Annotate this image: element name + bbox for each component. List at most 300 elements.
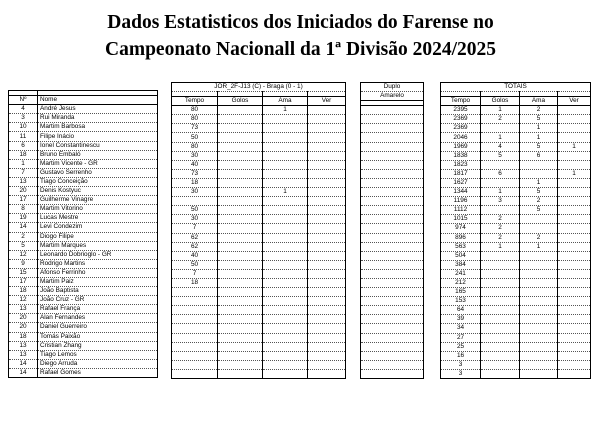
game-cell xyxy=(308,215,346,224)
game-cell xyxy=(308,315,346,324)
player-number: 13 xyxy=(9,305,38,314)
totals-cell xyxy=(520,351,558,360)
players-table xyxy=(8,82,158,378)
table-row xyxy=(172,342,346,351)
game-cell: 7 xyxy=(172,224,218,233)
game-cell xyxy=(263,306,308,315)
totals-cell xyxy=(481,324,520,333)
game-cell xyxy=(308,224,346,233)
table-row xyxy=(441,342,591,351)
table-row xyxy=(441,333,591,342)
player-number: 4 xyxy=(9,105,38,114)
game-cell: 30 xyxy=(172,188,218,197)
table-row xyxy=(172,151,346,160)
table-row xyxy=(172,351,346,360)
game-cell xyxy=(218,333,263,342)
table-row xyxy=(9,187,158,196)
player-number: 2 xyxy=(9,232,38,241)
table-row xyxy=(361,151,424,160)
player-name: Martim Paiz xyxy=(38,277,158,286)
game-cell xyxy=(308,278,346,287)
totals-cell: 974 xyxy=(441,224,481,233)
totals-cell: 2 xyxy=(481,224,520,233)
player-number: 13 xyxy=(9,177,38,186)
table-row xyxy=(361,224,424,233)
game-cell xyxy=(218,133,263,142)
table-row xyxy=(172,178,346,187)
game-cell xyxy=(308,188,346,197)
double-yellow-sublabel: Amarelo xyxy=(361,92,424,101)
totals-cell: 2 xyxy=(520,233,558,242)
game-cell: 73 xyxy=(172,169,218,178)
game-cell xyxy=(263,124,308,133)
game-label: JOR_2F-J13 (C) - Braga (0 - 1) xyxy=(172,83,346,92)
game-cell xyxy=(218,188,263,197)
game-cell xyxy=(172,360,218,369)
totals-cell xyxy=(558,251,591,260)
player-number: 1 xyxy=(9,159,38,168)
totals-cell: 384 xyxy=(441,260,481,269)
totals-cell xyxy=(481,124,520,133)
game-cell xyxy=(263,260,308,269)
game-cell: 80 xyxy=(172,142,218,151)
game-cell: 30 xyxy=(172,215,218,224)
totals-cell xyxy=(520,278,558,287)
table-row xyxy=(361,306,424,315)
player-number: 12 xyxy=(9,250,38,259)
table-row xyxy=(172,197,346,206)
game-cell xyxy=(308,324,346,333)
totals-cell xyxy=(481,360,520,369)
game-cell xyxy=(218,360,263,369)
game-cell xyxy=(218,351,263,360)
totals-cell: 25 xyxy=(441,342,481,351)
player-name: Rafael Gomes xyxy=(38,368,158,377)
game-cell xyxy=(172,324,218,333)
table-row xyxy=(9,250,158,259)
table-row xyxy=(9,105,158,114)
game-header: Ver xyxy=(308,97,346,106)
totals-cell xyxy=(481,315,520,324)
double-yellow-cell xyxy=(361,278,424,287)
game-cell xyxy=(263,351,308,360)
table-row xyxy=(172,242,346,251)
game-cell xyxy=(218,224,263,233)
player-number: 17 xyxy=(9,277,38,286)
table-row xyxy=(9,314,158,323)
player-name: Guilherme Vinagre xyxy=(38,196,158,205)
game-cell xyxy=(218,297,263,306)
game-cell xyxy=(218,160,263,169)
table-row xyxy=(172,333,346,342)
totals-cell xyxy=(481,269,520,278)
game-cell xyxy=(308,288,346,297)
totals-cell xyxy=(520,224,558,233)
game-cell xyxy=(263,269,308,278)
table-row xyxy=(441,178,591,187)
player-name: Lucas Mestre xyxy=(38,214,158,223)
totals-cell: 3 xyxy=(481,197,520,206)
totals-cell xyxy=(520,324,558,333)
table-row xyxy=(441,233,591,242)
player-name: Daniel Guerreiro xyxy=(38,323,158,332)
totals-cell xyxy=(558,297,591,306)
table-row xyxy=(361,251,424,260)
table-row xyxy=(441,351,591,360)
game-cell xyxy=(263,333,308,342)
header-num: Nº xyxy=(9,96,38,105)
totals-cell xyxy=(481,178,520,187)
table-row xyxy=(361,142,424,151)
double-yellow-cell xyxy=(361,115,424,124)
table-row xyxy=(441,297,591,306)
game-cell xyxy=(172,306,218,315)
table-row xyxy=(172,206,346,215)
table-row xyxy=(9,223,158,232)
player-number: 3 xyxy=(9,114,38,123)
game-cell xyxy=(218,369,263,378)
header-name: Nome xyxy=(38,96,158,105)
table-row xyxy=(361,133,424,142)
table-row xyxy=(172,224,346,233)
table-row xyxy=(9,277,158,286)
player-name: Gustavo Serrenho xyxy=(38,168,158,177)
game-cell xyxy=(218,306,263,315)
game-cell xyxy=(218,178,263,187)
table-row xyxy=(9,196,158,205)
totals-cell: 1969 xyxy=(441,142,481,151)
table-row xyxy=(361,233,424,242)
table-row xyxy=(441,324,591,333)
game-cell xyxy=(263,369,308,378)
game-cell xyxy=(308,115,346,124)
totals-cell: 165 xyxy=(441,288,481,297)
double-yellow-cell xyxy=(361,369,424,378)
game-cell xyxy=(308,206,346,215)
player-name: Cristian Zhang xyxy=(38,341,158,350)
player-number: 12 xyxy=(9,296,38,305)
totals-cell xyxy=(520,342,558,351)
table-row xyxy=(9,132,158,141)
game-cell xyxy=(308,124,346,133)
double-yellow-cell xyxy=(361,124,424,133)
totals-cell: 504 xyxy=(441,251,481,260)
table-row xyxy=(441,278,591,287)
table-row xyxy=(361,278,424,287)
totals-cell xyxy=(558,306,591,315)
table-row xyxy=(361,342,424,351)
game-cell xyxy=(172,351,218,360)
table-row xyxy=(441,269,591,278)
table-row xyxy=(9,359,158,368)
game-cell: 30 xyxy=(172,151,218,160)
game-cell xyxy=(308,133,346,142)
table-row xyxy=(9,259,158,268)
table-row xyxy=(441,169,591,178)
game-cell xyxy=(172,315,218,324)
totals-cell xyxy=(481,251,520,260)
game-cell xyxy=(218,106,263,115)
totals-cell: 1 xyxy=(481,106,520,115)
totals-cell: 64 xyxy=(441,306,481,315)
game-cell xyxy=(308,369,346,378)
totals-cell: 1627 xyxy=(441,178,481,187)
player-name: Denis Kostyuc xyxy=(38,187,158,196)
double-yellow-cell xyxy=(361,197,424,206)
player-name: Tomás Paixão xyxy=(38,332,158,341)
table-row xyxy=(9,305,158,314)
player-number: 14 xyxy=(9,368,38,377)
player-name: Martim Vicente - GR xyxy=(38,159,158,168)
table-row xyxy=(361,315,424,324)
totals-cell xyxy=(558,333,591,342)
game-cell: 50 xyxy=(172,206,218,215)
game-cell xyxy=(218,288,263,297)
table-row xyxy=(172,260,346,269)
totals-cell xyxy=(558,269,591,278)
double-yellow-cell xyxy=(361,142,424,151)
totals-cell xyxy=(481,160,520,169)
double-yellow-cell xyxy=(361,160,424,169)
table-row xyxy=(172,306,346,315)
player-name: Bruno Embaló xyxy=(38,150,158,159)
totals-cell: 1 xyxy=(481,133,520,142)
game-cell: 50 xyxy=(172,133,218,142)
totals-cell: 2 xyxy=(481,215,520,224)
game-cell xyxy=(172,333,218,342)
table-row xyxy=(441,133,591,142)
game-cell xyxy=(263,197,308,206)
table-row xyxy=(361,269,424,278)
totals-cell: 4 xyxy=(481,142,520,151)
table-row xyxy=(361,288,424,297)
totals-cell: 1196 xyxy=(441,197,481,206)
double-yellow-cell xyxy=(361,269,424,278)
game-cell xyxy=(308,306,346,315)
game-cell xyxy=(263,215,308,224)
game-cell: 40 xyxy=(172,251,218,260)
totals-cell xyxy=(558,160,591,169)
table-row xyxy=(172,115,346,124)
totals-cell xyxy=(558,124,591,133)
game-cell xyxy=(218,251,263,260)
table-row xyxy=(172,133,346,142)
table-row xyxy=(361,351,424,360)
table-row xyxy=(361,369,424,378)
table-row xyxy=(361,297,424,306)
game-cell xyxy=(218,151,263,160)
game-cell xyxy=(263,178,308,187)
totals-label: TOTAIS xyxy=(441,83,591,92)
game-cell xyxy=(263,342,308,351)
table-row xyxy=(441,197,591,206)
game-cell: 62 xyxy=(172,242,218,251)
totals-cell: 241 xyxy=(441,269,481,278)
table-row xyxy=(172,324,346,333)
game-cell xyxy=(172,369,218,378)
totals-cell xyxy=(558,242,591,251)
game-cell: 50 xyxy=(172,260,218,269)
game-cell xyxy=(218,269,263,278)
player-name: João Baptista xyxy=(38,287,158,296)
game-cell xyxy=(172,197,218,206)
table-row xyxy=(361,260,424,269)
table-row xyxy=(172,278,346,287)
table-row xyxy=(361,160,424,169)
game-cell xyxy=(308,151,346,160)
double-yellow-label: Duplo xyxy=(361,83,424,92)
game-cell xyxy=(218,233,263,242)
totals-cell xyxy=(520,169,558,178)
totals-cell: 2369 xyxy=(441,124,481,133)
game-cell xyxy=(308,197,346,206)
totals-cell: 39 xyxy=(441,315,481,324)
game-cell xyxy=(218,260,263,269)
totals-cell xyxy=(481,351,520,360)
table-row xyxy=(9,296,158,305)
table-row xyxy=(441,242,591,251)
table-row xyxy=(9,114,158,123)
game-cell xyxy=(308,260,346,269)
game-cell xyxy=(218,206,263,215)
totals-cell xyxy=(558,224,591,233)
game-cell xyxy=(218,324,263,333)
table-row xyxy=(441,124,591,133)
double-yellow-cell xyxy=(361,242,424,251)
table-row xyxy=(441,288,591,297)
game-cell: 73 xyxy=(172,124,218,133)
totals-cell: 5 xyxy=(520,142,558,151)
game-cell xyxy=(218,169,263,178)
player-name: Rodrigo Martins xyxy=(38,259,158,268)
game-cell xyxy=(263,115,308,124)
totals-cell: 3 xyxy=(441,369,481,378)
player-name: Tiago Lemos xyxy=(38,350,158,359)
table-row xyxy=(361,106,424,115)
totals-cell xyxy=(520,160,558,169)
totals-cell: 2395 xyxy=(441,106,481,115)
table-row xyxy=(9,241,158,250)
game-cell xyxy=(263,324,308,333)
game-cell xyxy=(308,297,346,306)
table-row xyxy=(361,169,424,178)
game-cell xyxy=(263,169,308,178)
double-yellow-cell xyxy=(361,315,424,324)
totals-cell xyxy=(558,324,591,333)
totals-cell: 5 xyxy=(520,188,558,197)
table-row xyxy=(172,106,346,115)
table-row xyxy=(172,269,346,278)
game-cell xyxy=(263,206,308,215)
game-cell: 62 xyxy=(172,233,218,242)
game-cell xyxy=(308,251,346,260)
totals-cell xyxy=(558,133,591,142)
table-row xyxy=(9,268,158,277)
game-cell xyxy=(308,269,346,278)
double-yellow-cell xyxy=(361,133,424,142)
game-cell xyxy=(308,169,346,178)
game-header: Tempo xyxy=(172,97,218,106)
table-row xyxy=(361,215,424,224)
totals-cell: 5 xyxy=(520,206,558,215)
player-number: 18 xyxy=(9,287,38,296)
totals-cell: 1 xyxy=(481,242,520,251)
game-cell: 80 xyxy=(172,115,218,124)
player-name: Leonardo Dobrioglo - GR xyxy=(38,250,158,259)
game-cell xyxy=(308,106,346,115)
double-yellow-cell xyxy=(361,324,424,333)
player-number: 5 xyxy=(9,241,38,250)
player-name: Ionel Constantinescu xyxy=(38,141,158,150)
player-number: 20 xyxy=(9,187,38,196)
table-row xyxy=(441,142,591,151)
player-name: Levi Condezim xyxy=(38,223,158,232)
table-row xyxy=(441,106,591,115)
game-cell xyxy=(308,342,346,351)
totals-cell: 2 xyxy=(481,115,520,124)
double-yellow-cell xyxy=(361,260,424,269)
game-cell xyxy=(263,360,308,369)
game-cell xyxy=(308,142,346,151)
game-cell: 40 xyxy=(172,160,218,169)
double-yellow-cell xyxy=(361,360,424,369)
game-cell xyxy=(218,242,263,251)
game-cell xyxy=(308,178,346,187)
totals-cell: 1 xyxy=(520,133,558,142)
page-title-line1: Dados Estatisticos dos Iniciados do Farense no xyxy=(107,12,494,33)
game-cell xyxy=(263,133,308,142)
game-cell xyxy=(172,342,218,351)
totals-cell: 2 xyxy=(520,197,558,206)
table-row xyxy=(441,360,591,369)
totals-cell xyxy=(520,288,558,297)
totals-cell: 5 xyxy=(481,151,520,160)
totals-cell: 2369 xyxy=(441,115,481,124)
table-row xyxy=(172,360,346,369)
game-cell xyxy=(308,233,346,242)
table-row xyxy=(361,197,424,206)
table-row xyxy=(172,215,346,224)
table-row xyxy=(172,188,346,197)
player-number: 7 xyxy=(9,168,38,177)
player-number: 9 xyxy=(9,259,38,268)
totals-cell xyxy=(558,278,591,287)
totals-cell xyxy=(520,260,558,269)
table-row xyxy=(172,142,346,151)
totals-cell xyxy=(558,369,591,378)
table-row xyxy=(441,215,591,224)
totals-cell xyxy=(558,260,591,269)
table-row xyxy=(361,124,424,133)
double-yellow-cell xyxy=(361,342,424,351)
player-number: 15 xyxy=(9,268,38,277)
table-row xyxy=(9,350,158,359)
player-name: Afonso Ferrinho xyxy=(38,268,158,277)
totals-cell: 1823 xyxy=(441,160,481,169)
table-row xyxy=(172,297,346,306)
game-cell xyxy=(308,351,346,360)
game-cell xyxy=(263,242,308,251)
game-cell xyxy=(263,297,308,306)
game-cell: 1 xyxy=(263,188,308,197)
table-row xyxy=(9,323,158,332)
totals-cell: 1 xyxy=(520,242,558,251)
table-row xyxy=(361,242,424,251)
double-yellow-cell xyxy=(361,224,424,233)
table-row xyxy=(172,251,346,260)
table-row xyxy=(441,160,591,169)
game-cell: 18 xyxy=(172,278,218,287)
